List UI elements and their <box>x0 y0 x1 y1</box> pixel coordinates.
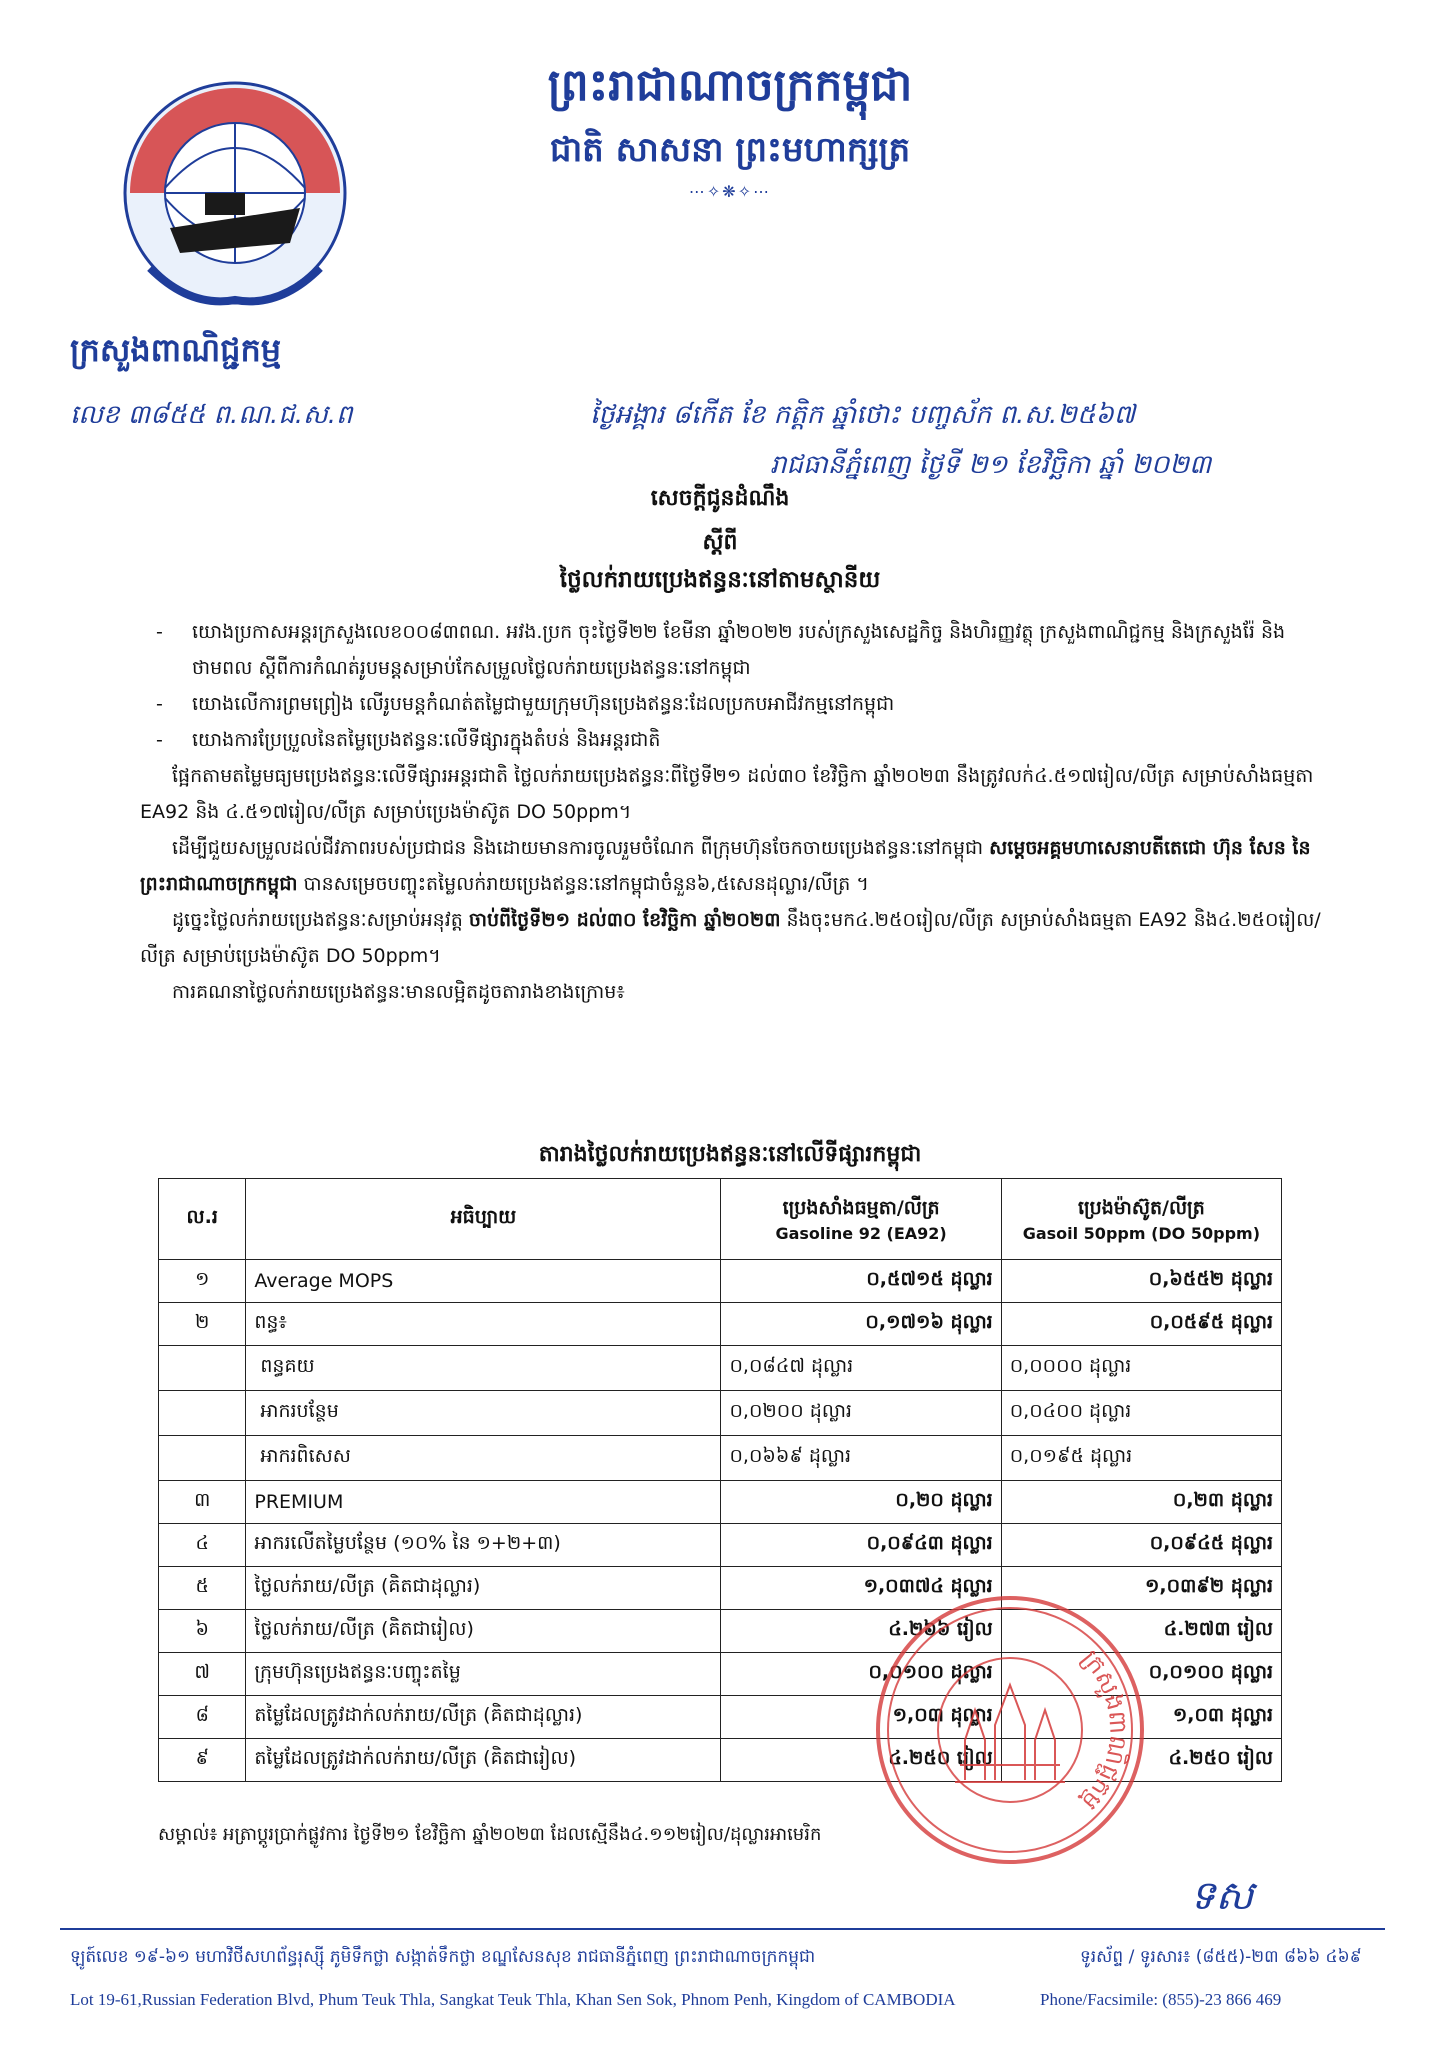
row-no: ២ <box>159 1303 246 1346</box>
row-no: ៨ <box>159 1696 246 1739</box>
row-description: ថ្លៃលក់រាយ/លីត្រ (គិតជារៀល) <box>246 1610 721 1653</box>
table-header-row <box>159 1179 1282 1260</box>
row-gasoil-value: ១,០៣៩២ ដុល្លារ <box>1001 1567 1281 1610</box>
row-gasoline-value: ០,០៨៤៧ ដុល្លារ <box>721 1346 1001 1391</box>
table-row <box>159 1436 1282 1481</box>
exchange-rate-note: សម្គាល់៖ អត្រាប្តូរប្រាក់ផ្លូវការ ថ្ងៃទី២១ ខែវិច្ឆិកា ឆ្នាំ២០២៣ ដែលស្មើនឹង៤.១១២រៀល/ដុល្លារអាមេរិក <box>158 1824 822 1845</box>
about-label: ស្តីពី <box>702 530 738 555</box>
reference-bullet-1: - យោងប្រកាសអន្តរក្រសួងលេខ០០៨៣ពណ. អវង.ប្រក ចុះថ្ងៃទី២២ ខែមីនា ឆ្នាំ២០២២ របស់ក្រសួងសេដ្ឋកិច្ច និងហិរញ្ញវត្ថុ ក្រសួងពាណិជ្ជកម្ម និងក្រសួងរ៉ែ និងថាមពល ស្តីពីការកំណត់រូបមន្តសម្រាប់កែសម្រួលថ្លៃលក់រាយប្រេងឥន្ធនៈនៅកម្ពុជា <box>156 621 1286 679</box>
footer-address-km: ឡូត៍លេខ ១៩-៦១ មហាវិថីសហព័ន្ធរុស្ស៊ី ភូមិទឹកថ្លា សង្កាត់ទឹកថ្លា ខណ្ឌសែនសុខ រាជធានីភ្នំពេញ ព្រះរាជាណាចក្រកម្ពុជា <box>70 1947 816 1967</box>
table-row <box>159 1346 1282 1391</box>
row-gasoil-value: ១,០៣ ដុល្លារ <box>1001 1696 1281 1739</box>
table-title: តារាងថ្លៃលក់រាយប្រេងឥន្ធនៈនៅលើទីផ្សារកម្ពុជា <box>538 1142 922 1167</box>
subject-title: ថ្លៃលក់រាយប្រេងឥន្ធនៈនៅតាមស្ថានីយ <box>559 567 881 593</box>
row-description: អាករបន្ថែម <box>246 1391 721 1436</box>
header-gasoil: ប្រេងម៉ាស៊ូត/លីត្រ Gasoil 50ppm (DO 50ppm) <box>1001 1179 1281 1260</box>
row-gasoline-value: ០,០៦៦៩ ដុល្លារ <box>721 1436 1001 1481</box>
ministry-name: ក្រសួងពាណិជ្ជកម្ម <box>70 331 282 369</box>
official-stamp <box>870 1590 1150 1870</box>
reference-number: លេខ ៣៨៥៥ ព.ណ.ជ.ស.ព <box>70 400 353 430</box>
row-gasoil-value: ០,០៩៤៥ ដុល្លារ <box>1001 1524 1281 1567</box>
lunar-date: ថ្ងៃអង្គារ ៨កើត ខែ កត្តិក ឆ្នាំថោះ បញ្ចស័ក ព.ស.២៥៦៧ <box>590 400 1136 430</box>
row-description: ក្រុមហ៊ុនប្រេងឥន្ធនៈបញ្ចុះតម្លៃ <box>246 1653 721 1696</box>
ornament-divider: ⋯✧❋✧⋯ <box>688 182 772 201</box>
table-row <box>159 1303 1282 1346</box>
paragraph-4: ការគណនាថ្លៃលក់រាយប្រេងឥន្ធនៈមានលម្អិតដូចតារាងខាងក្រោម៖ <box>172 981 625 1003</box>
footer-address-en: Lot 19-61,Russian Federation Blvd, Phum Teuk Thla, Sangkat Teuk Thla, Khan Sen Sok, Phnom Penh, Kingdom of CAMBODIA <box>70 1990 956 2009</box>
reference-bullet-3: - យោងការប្រែប្រួលនៃតម្លៃប្រេងឥន្ធនៈលើទីផ្សារក្នុងតំបន់ និងអន្តរជាតិ <box>156 729 661 751</box>
national-motto: ជាតិ សាសនា ព្រះមហាក្សត្រ <box>549 130 911 170</box>
row-description: PREMIUM <box>246 1481 721 1524</box>
signature: ទស <box>1190 1873 1254 1919</box>
row-gasoil-value: ០,០១៩៥ ដុល្លារ <box>1001 1436 1281 1481</box>
row-gasoline-value: ០,១៧១៦ ដុល្លារ <box>721 1303 1001 1346</box>
reference-bullet-2: - យោងលើការព្រមព្រៀង លើរូបមន្តកំណត់តម្លៃជាមួយក្រុមហ៊ុនប្រេងឥន្ធនៈដែលប្រកបអាជីវកម្មនៅកម្ពុជា <box>156 693 895 715</box>
table-row <box>159 1391 1282 1436</box>
paragraph-1: ផ្អែកតាមតម្លៃមធ្យមប្រេងឥន្ធនៈលើទីផ្សារអន្តរជាតិ ថ្លៃលក់រាយប្រេងឥន្ធនៈពីថ្ងៃទី២១ ដល់៣០ ខែវិច្ឆិកា ឆ្នាំ២០២៣ នឹងត្រូវលក់៤.៥១៧រៀល/លីត្រ សម្រាប់សាំងធម្មតា EA92 និង ៤.៥១៧រៀល/លីត្រ សម្រាប់ប្រេងម៉ាស៊ូត DO 50ppm។ <box>140 765 1314 823</box>
row-gasoline-value: ៤.២៥០ រៀល <box>721 1739 1001 1782</box>
row-gasoil-value: ០,០៤០០ ដុល្លារ <box>1001 1391 1281 1436</box>
row-description: Average MOPS <box>246 1260 721 1303</box>
row-no: ១ <box>159 1260 246 1303</box>
row-no: ៦ <box>159 1610 246 1653</box>
footer-phone-km: ទូរស័ព្ទ / ទូរសារ៖ (៨៥៥)-២៣ ៨៦៦ ៤៦៩ <box>1080 1947 1362 1967</box>
row-no <box>159 1346 246 1391</box>
header-gasoline: ប្រេងសាំងធម្មតា/លីត្រ Gasoline 92 (EA92) <box>721 1179 1001 1260</box>
row-gasoil-value: ៤.២៧៣ រៀល <box>1001 1610 1281 1653</box>
row-description: តម្លៃដែលត្រូវដាក់លក់រាយ/លីត្រ (គិតជាដុល្លារ) <box>246 1696 721 1739</box>
row-gasoil-value: ០,៦៥៥២ ដុល្លារ <box>1001 1260 1281 1303</box>
ministry-logo <box>110 68 360 318</box>
row-gasoil-value: ០,២៣ ដុល្លារ <box>1001 1481 1281 1524</box>
row-gasoil-value: ០,០១០០ ដុល្លារ <box>1001 1653 1281 1696</box>
paragraph-3: ដូច្នេះថ្លៃលក់រាយប្រេងឥន្ធនៈសម្រាប់អនុវត្ត ចាប់ពីថ្ងៃទី២១ ដល់៣០ ខែវិច្ឆិកា ឆ្នាំ២០២៣ នឹងចុះមក៤.២៥០រៀល/លីត្រ សម្រាប់សាំងធម្មតា EA92 និង៤.២៥០រៀល/លីត្រ សម្រាប់ប្រេងម៉ាស៊ូត DO 50ppm។ <box>140 909 1321 967</box>
row-gasoline-value: ០,០១០០ ដុល្លារ <box>721 1653 1001 1696</box>
footer-divider <box>60 1928 1385 1930</box>
row-gasoline-value: ០,០២០០ ដុល្លារ <box>721 1391 1001 1436</box>
notice-body <box>140 614 1340 1010</box>
row-gasoline-value: ០,០៩៤៣ ដុល្លារ <box>721 1524 1001 1567</box>
row-description: អាករលើតម្លៃបន្ថែម (១០% នៃ ១+២+៣) <box>246 1524 721 1567</box>
row-description: អាករពិសេស <box>246 1436 721 1481</box>
row-no: ៧ <box>159 1653 246 1696</box>
row-description: តម្លៃដែលត្រូវដាក់លក់រាយ/លីត្រ (គិតជារៀល) <box>246 1739 721 1782</box>
row-gasoil-value: ០,០០០០ ដុល្លារ <box>1001 1346 1281 1391</box>
document-type: សេចក្តីជូនដំណឹង <box>650 486 790 511</box>
paragraph-2: ដើម្បីជួយសម្រួលដល់ជីវភាពរបស់ប្រជាជន និងដោយមានការចូលរួមចំណែក ពីក្រុមហ៊ុនចែកចាយប្រេងឥន្ធនៈនៅកម្ពុជា សម្តេចអគ្គមហាសេនាបតីតេជោ ហ៊ុន សែន នៃព្រះរាជាណាចក្រកម្ពុជា បានសម្រេចបញ្ចុះតម្លៃលក់រាយប្រេងឥន្ធនៈនៅកម្ពុជាចំនួន៦,៥សេនដុល្លារ/លីត្រ ។ <box>140 837 1311 895</box>
row-gasoline-value: ៤.២៦៦ រៀល <box>721 1610 1001 1653</box>
row-no <box>159 1391 246 1436</box>
row-gasoil-value: ០,០៥៩៥ ដុល្លារ <box>1001 1303 1281 1346</box>
footer-phone-en: Phone/Facsimile: (855)-23 866 469 <box>1040 1990 1282 2009</box>
kingdom-heading: ព្រះរាជាណាចក្រកម្ពុជា <box>547 60 913 111</box>
row-no <box>159 1436 246 1481</box>
row-gasoline-value: ១,០៣៧៤ ដុល្លារ <box>721 1567 1001 1610</box>
row-no: ៥ <box>159 1567 246 1610</box>
table-row <box>159 1481 1282 1524</box>
svg-text:ក្រសួងពាណិជ្ជកម្ម: ក្រសួងពាណិជ្ជកម្ម <box>1075 1644 1133 1816</box>
row-gasoline-value: ០,២០ ដុល្លារ <box>721 1481 1001 1524</box>
header-description: អធិប្បាយ <box>246 1179 721 1260</box>
table-row <box>159 1524 1282 1567</box>
row-description: ពន្ធ៖ <box>246 1303 721 1346</box>
row-gasoil-value: ៤.២៥០ រៀល <box>1001 1739 1281 1782</box>
row-description: ពន្ធគយ <box>246 1346 721 1391</box>
row-no: ៤ <box>159 1524 246 1567</box>
row-gasoline-value: ១,០៣ ដុល្លារ <box>721 1696 1001 1739</box>
city-date: រាជធានីភ្នំពេញ ថ្ងៃទី ២១ ខែវិច្ឆិកា ឆ្នាំ ២០២៣ <box>770 450 1212 480</box>
table-row <box>159 1260 1282 1303</box>
header-no: ល.រ <box>159 1179 246 1260</box>
row-no: ៩ <box>159 1739 246 1782</box>
row-no: ៣ <box>159 1481 246 1524</box>
row-gasoline-value: ០,៥៧១៥ ដុល្លារ <box>721 1260 1001 1303</box>
row-description: ថ្លៃលក់រាយ/លីត្រ (គិតជាដុល្លារ) <box>246 1567 721 1610</box>
